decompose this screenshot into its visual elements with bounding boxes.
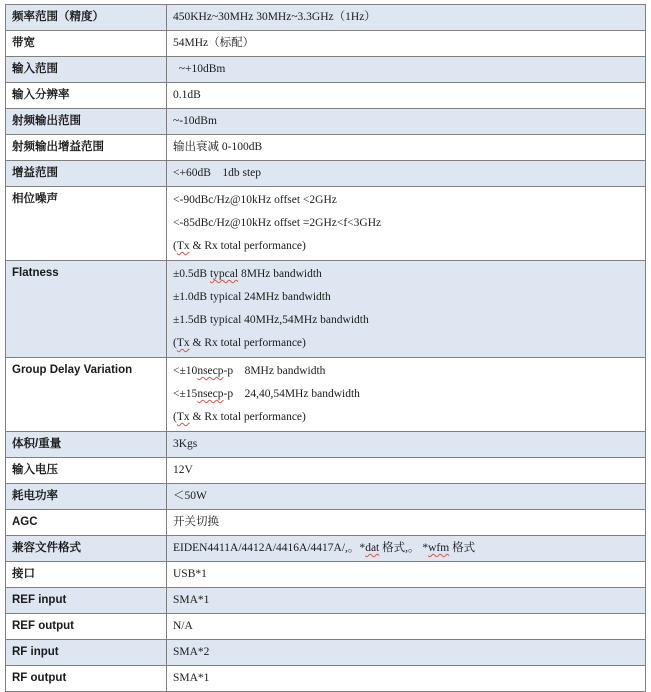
spec-row [6,261,646,358]
spec-row [6,432,646,458]
spec-row [6,484,646,510]
spec-value-line: <-90dBc/Hz@10kHz offset <2GHz [173,194,337,206]
spec-row [6,588,646,614]
spec-label: 射频输出增益范围 [6,135,167,161]
spec-label: 相位噪声 [6,187,167,261]
spec-label: 射频输出范围 [6,109,167,135]
spec-value-line: ±0.5dB typcal 8MHz bandwidth [173,268,322,280]
spec-value [167,510,646,536]
spec-value-line: SMA*1 [173,594,210,606]
spec-row [6,640,646,666]
spec-value [167,109,646,135]
spec-label: REF output [6,614,167,640]
spec-label: 频率范围（精度） [6,5,167,31]
spec-value-line: SMA*2 [173,646,210,658]
spec-value-line: 输出衰减 0-100dB [173,141,263,153]
spec-value-line: ~-10dBm [173,115,217,127]
spec-label: 体积/重量 [6,432,167,458]
spec-value [167,358,646,432]
spec-label: RF output [6,666,167,692]
spec-value-line: 3Kgs [173,438,198,450]
spec-value-line: ±1.5dB typical 40MHz,54MHz bandwidth [173,314,369,326]
spec-value [167,484,646,510]
spec-value [167,187,646,261]
spec-value-line: ~+10dBm [173,63,226,75]
spec-label: 输入电压 [6,458,167,484]
spec-value-line: 开关切换 [173,516,219,528]
spec-value-line: <±15nsecp-p 24,40,54MHz bandwidth [173,388,360,400]
spec-value [167,57,646,83]
spec-value [167,588,646,614]
spec-label: 增益范围 [6,161,167,187]
spec-table [5,4,646,692]
spec-value [167,614,646,640]
spec-label: 兼容文件格式 [6,536,167,562]
spec-value [167,640,646,666]
spec-value-line: <±10nsecp-p 8MHz bandwidth [173,365,326,377]
spec-row [6,5,646,31]
spec-label: 耗电功率 [6,484,167,510]
spec-value-line: ＜50W [173,490,207,502]
spec-value [167,5,646,31]
spec-row [6,358,646,432]
spec-row [6,458,646,484]
spec-value-line: (Tx & Rx total performance) [173,240,306,252]
spec-row [6,187,646,261]
spec-value [167,458,646,484]
spec-value [167,83,646,109]
spec-value-line: <+60dB 1db step [173,167,262,179]
spec-value-line: <-85dBc/Hz@10kHz offset =2GHz<f<3GHz [173,217,382,229]
spec-value-line: USB*1 [173,568,207,580]
spec-row [6,31,646,57]
spec-row [6,57,646,83]
spec-value [167,432,646,458]
spec-table-body [6,5,646,692]
spec-value-line: ±1.0dB typical 24MHz bandwidth [173,291,331,303]
spec-value [167,135,646,161]
spec-value-line: (Tx & Rx total performance) [173,411,306,423]
spec-label: 输入分辨率 [6,83,167,109]
spec-label: Group Delay Variation [6,358,167,432]
spec-label: AGC [6,510,167,536]
spec-label: 接口 [6,562,167,588]
spec-label: 输入范围 [6,57,167,83]
spec-row [6,109,646,135]
spec-value-line: SMA*1 [173,672,210,684]
spec-row [6,614,646,640]
spec-label: REF input [6,588,167,614]
spec-value-line: 54MHz（标配） [173,37,255,49]
spec-row [6,135,646,161]
spec-value-line: 12V [173,464,193,476]
spec-value-line: (Tx & Rx total performance) [173,337,306,349]
spec-row [6,536,646,562]
spec-row [6,562,646,588]
spec-label: 带宽 [6,31,167,57]
spec-value [167,562,646,588]
spec-value-line: N/A [173,620,193,632]
spec-value-line: EIDEN4411A/4412A/4416A/4417A/,。*dat 格式,。 *wfm 格式 [173,542,476,554]
spec-value [167,31,646,57]
spec-value [167,536,646,562]
spec-row [6,83,646,109]
spec-value [167,161,646,187]
spec-value [167,261,646,358]
spec-row [6,161,646,187]
spec-value-line: 0.1dB [173,89,201,101]
spec-value-line: 450KHz~30MHz 30MHz~3.3GHz（1Hz） [173,11,376,23]
spec-row [6,510,646,536]
spec-label: RF input [6,640,167,666]
spec-label: Flatness [6,261,167,358]
